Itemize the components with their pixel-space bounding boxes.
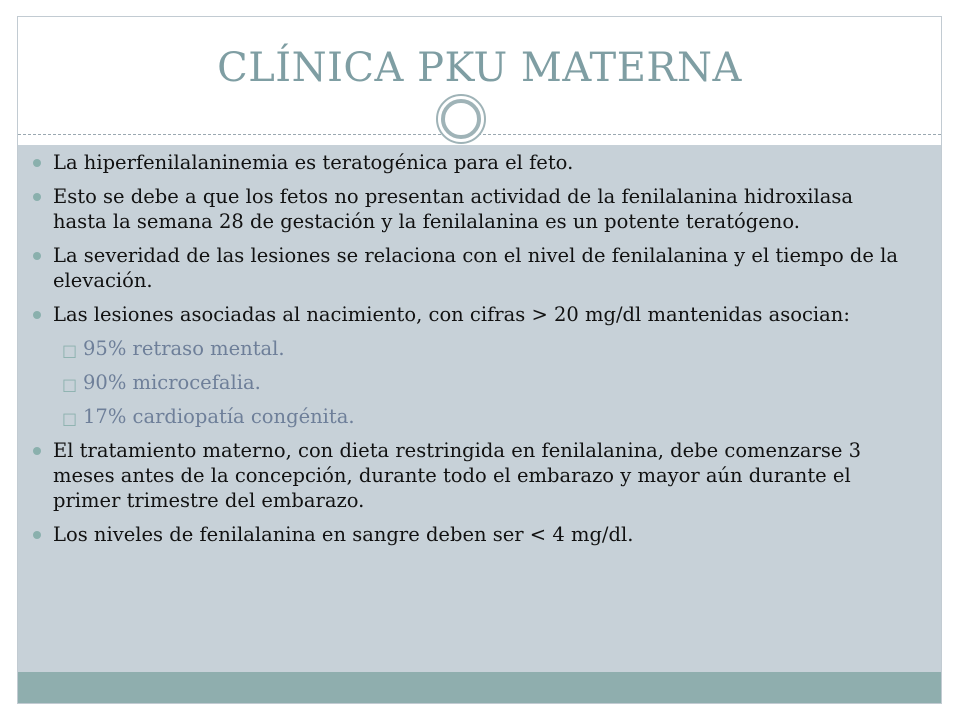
bullet-item (28, 150, 908, 175)
bullet-item (28, 438, 908, 513)
bullet-dot-icon (33, 159, 41, 167)
sub-bullet-text: 17% cardiopatía congénita. (83, 405, 355, 428)
sub-bullet-item (28, 404, 908, 429)
bullet-dot-icon (33, 252, 41, 260)
sub-bullet-item (28, 370, 908, 395)
bullet-text: El tratamiento materno, con dieta restringida en fenilalanina, debe comenzarse 3 meses antes de la concepción, durante todo el embarazo y mayor aún durante el primer trimestre del embarazo. (53, 439, 862, 512)
slide-title: CLÍNICA PKU MATERNA (217, 45, 742, 91)
ring-ornament-icon (435, 93, 487, 145)
bullet-dot-icon (33, 193, 41, 201)
bullet-list (28, 150, 908, 556)
bullet-text: La hiperfenilalaninemia es teratogénica para el feto. (53, 151, 574, 174)
bullet-text: Los niveles de fenilalanina en sangre deben ser < 4 mg/dl. (53, 523, 634, 546)
bullet-item (28, 522, 908, 547)
bullet-text: Las lesiones asociadas al nacimiento, con cifras > 20 mg/dl mantenidas asocian: (53, 303, 850, 326)
square-bullet-icon: □ (62, 341, 78, 360)
sub-bullet-text: 90% microcefalia. (83, 371, 261, 394)
bottom-band (18, 672, 941, 703)
bullet-dot-icon (33, 531, 41, 539)
bullet-text: La severidad de las lesiones se relaciona con el nivel de fenilalanina y el tiempo de la elevación. (53, 244, 898, 292)
bullet-dot-icon (33, 447, 41, 455)
square-bullet-icon: □ (62, 375, 78, 394)
bullet-item (28, 243, 908, 293)
bullet-item (28, 302, 908, 327)
sub-bullet-item (28, 336, 908, 361)
sub-bullet-text: 95% retraso mental. (83, 337, 285, 360)
bullet-text: Esto se debe a que los fetos no presentan actividad de la fenilalanina hidroxilasa hasta la semana 28 de gestación y la fenilalanina es un potente teratógeno. (53, 185, 853, 233)
bullet-item (28, 184, 908, 234)
bullet-dot-icon (33, 311, 41, 319)
square-bullet-icon: □ (62, 409, 78, 428)
